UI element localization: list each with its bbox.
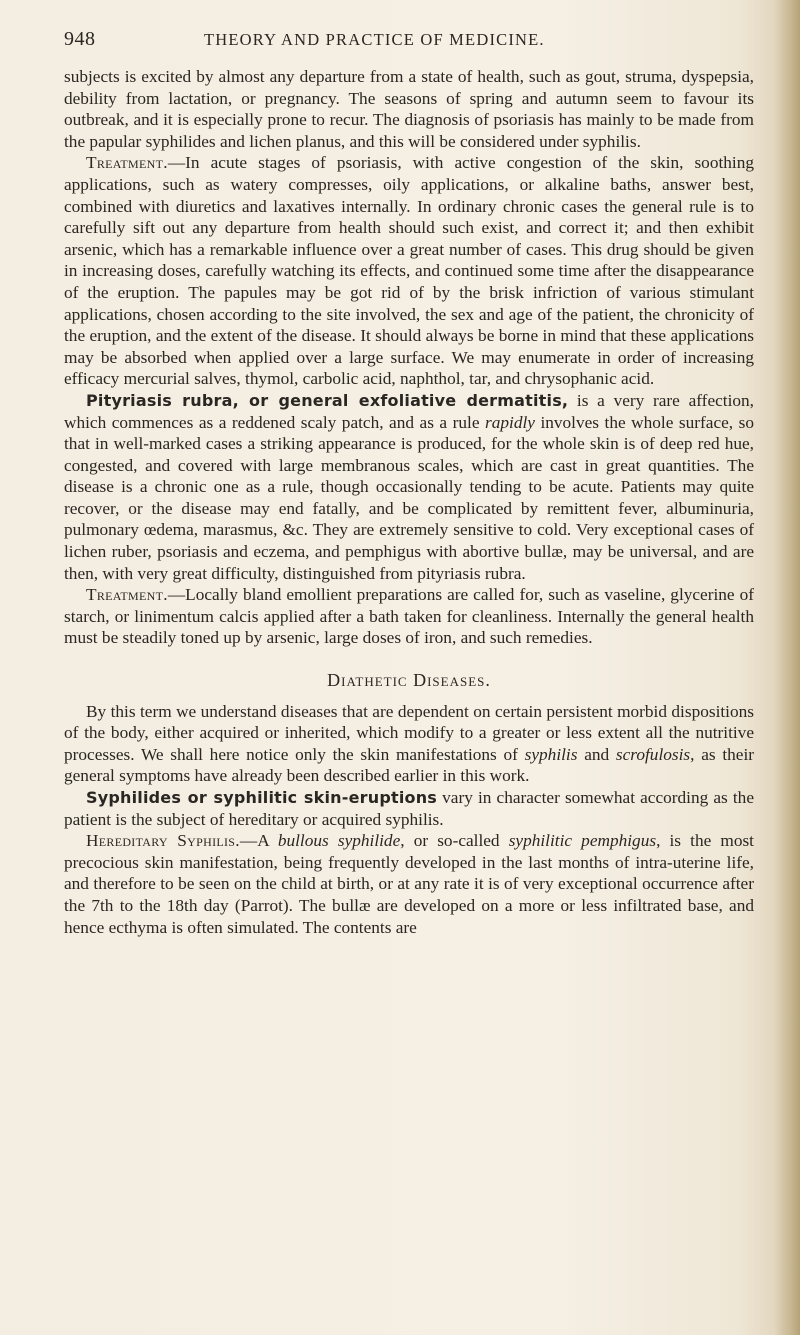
treatment-heading: Treatment. [86, 585, 168, 605]
running-head: THEORY AND PRACTICE OF MEDICINE. [204, 30, 545, 49]
term-pityriasis-rubra: Pityriasis rubra, or general exfoliative dermatitis, [86, 390, 569, 410]
page-edge-shadow [774, 0, 800, 1335]
paragraph-hereditary-syphilis: Hereditary Syphilis.—A bullous syphilide, or so-called syphilitic pemphigus, is the most precocious skin manifestation, being frequently developed in the last months of intra-uterine life, and therefore to be seen on the child at birth, or at any rate it is of very exceptional occurrence after the 7th to the 18th day (Parrot). The bullæ are developed on a more or less infiltrated base, and hence ecthyma is often simulated. The contents are [64, 831, 754, 937]
body-text [64, 66, 754, 938]
section-heading-diathetic-diseases: Diathetic Diseases. [327, 670, 491, 691]
paragraph-psoriasis-causes: subjects is excited by almost any departure from a state of health, such as gout, struma, dyspepsia, debility from lactation, or pregnancy. The seasons of spring and autumn seem to favour its outbreak, and it is especially prone to recur. The diagnosis of psoriasis has mainly to be made from the papular syphilides and lichen planus, and this will be considered under syphilis. [64, 67, 754, 151]
treatment-heading: Treatment. [86, 153, 168, 173]
hereditary-syphilis-heading: Hereditary Syphilis. [86, 831, 240, 851]
paragraph-pityriasis-rubra: Pityriasis rubra, or general exfoliative dermatitis, is a very rare affection, which commences as a reddened scaly patch, and as a rule rapidly involves the whole surface, so that in well-marked cases a striking appearance is produced, for the whole skin is of deep red hue, congested, and covered with large membranous scales, which are cast in great quantities. The disease is a chronic one as a rule, though occasionally tending to be acute. Patients may quite recover, or the disease may end fatally, and be complicated by remittent fever, albuminuria, pulmonary œdema, marasmus, &c. They are extremely sensitive to cold. Very exceptional cases of lichen ruber, psoriasis and eczema, and pemphigus with abortive bullæ, may be universal, and are then, with very great difficulty, distinguished from pityriasis rubra. [64, 390, 754, 583]
paragraph-diathetic-intro: By this term we understand diseases that are dependent on certain persistent morbid dispositions of the body, either acquired or inherited, which modify to a greater or less extent all the nutritive processes. We shall here notice only the skin manifestations of syphilis and scrofulosis, as their general symptoms have already been described earlier in this work. [64, 701, 755, 786]
page-number: 948 [64, 28, 96, 50]
paragraph-pityriasis-treatment: Treatment.—Locally bland emollient preparations are called for, such as vaseline, glycerine of starch, or linimentum calcis applied after a bath taken for cleanliness. Internally the general health must be steadily toned up by arsenic, large doses of iron, and such remedies. [64, 585, 754, 648]
paragraph-syphilides: Syphilides or syphilitic skin-eruptions vary in character somewhat according as the patient is the subject of hereditary or acquired syphilis. [64, 788, 754, 829]
term-syphilides: Syphilides or syphilitic skin-eruptions [86, 788, 438, 807]
page-header [64, 28, 754, 58]
paragraph-psoriasis-treatment: Treatment.—In acute stages of psoriasis, with active congestion of the skin, soothing applications, such as watery compresses, oily applications, or alkaline baths, answer best, combined with diuretics and laxatives internally. In ordinary chronic cases the general rule is to carefully sift out any departure from health should such exist, and correct it; and then exhibit arsenic, which has a remarkable influence over a great number of cases. This drug should be given in increasing doses, carefully watching its effects, and continued some time after the disappearance of the eruption. The papules may be got rid of by the brisk infriction of various stimulant applications, chosen according to the site involved, the sex and age of the patient, the chronicity of the eruption, and the extent of the disease. It should always be borne in mind that these applications may be absorbed when applied over a large surface. We may enumerate in order of increasing efficacy mercurial salves, thymol, carbolic acid, naphthol, tar, and chrysophanic acid. [64, 153, 754, 389]
